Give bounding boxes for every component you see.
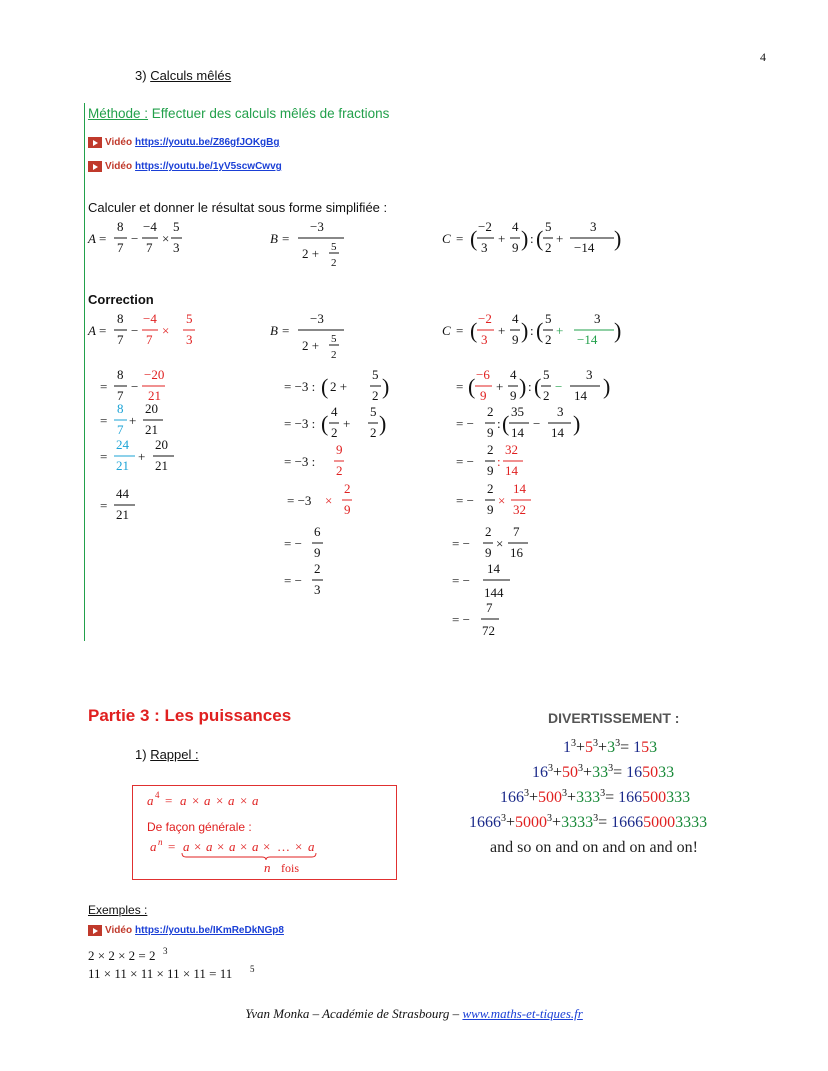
svg-text:+: + — [129, 413, 137, 428]
svg-text:a: a — [229, 839, 236, 854]
svg-text::: : — [530, 231, 534, 246]
svg-text:3: 3 — [481, 240, 488, 255]
svg-text:): ) — [379, 411, 387, 436]
svg-text:3: 3 — [557, 404, 564, 419]
svg-text:+: + — [498, 231, 506, 246]
svg-text:= −: = − — [452, 573, 470, 588]
svg-text:): ) — [521, 318, 529, 343]
svg-text:−3: −3 — [310, 219, 324, 234]
svg-text:= −: = − — [452, 536, 470, 551]
svg-text:×: × — [325, 493, 333, 508]
svg-text:): ) — [519, 374, 527, 399]
exemples-lines — [88, 946, 255, 981]
svg-text:−: − — [131, 231, 139, 246]
svg-text:9: 9 — [480, 388, 487, 403]
svg-text:=: = — [456, 379, 464, 394]
svg-text:=: = — [100, 379, 108, 394]
svg-text:20: 20 — [155, 437, 168, 452]
svg-text:−4: −4 — [143, 219, 157, 234]
divertissement-title: DIVERTISSEMENT : — [548, 710, 680, 726]
svg-text:8: 8 — [117, 219, 124, 234]
svg-text:32: 32 — [513, 502, 526, 517]
svg-text:=: = — [100, 498, 108, 513]
svg-text:4: 4 — [510, 367, 517, 382]
part3-title: Partie 3 : Les puissances — [88, 706, 292, 725]
svg-text:A: A — [88, 323, 96, 338]
svg-text:−20: −20 — [144, 367, 165, 382]
svg-text:=: = — [99, 231, 107, 246]
svg-text:2: 2 — [485, 524, 492, 539]
svg-text:5: 5 — [543, 367, 550, 382]
svg-text:(: ( — [536, 318, 544, 343]
rappel-heading: 1) Rappel : — [135, 747, 199, 762]
svg-text:(: ( — [321, 411, 329, 436]
svg-text:): ) — [614, 226, 622, 251]
svg-text:5: 5 — [545, 219, 552, 234]
video-url-2[interactable]: https://youtu.be/1yV5scwCwvg — [135, 161, 282, 172]
svg-text:×: × — [216, 793, 224, 808]
svg-text:9: 9 — [344, 502, 351, 517]
svg-text:(: ( — [468, 374, 476, 399]
svg-text:2: 2 — [372, 388, 379, 403]
svg-text:= −3 :: = −3 : — [284, 416, 316, 431]
svg-text:9: 9 — [487, 425, 494, 440]
svg-text:8: 8 — [117, 311, 124, 326]
svg-text:=: = — [99, 323, 107, 338]
svg-text:2: 2 — [543, 388, 550, 403]
svg-text:= −: = − — [456, 454, 474, 469]
svg-text:= −: = − — [284, 536, 302, 551]
svg-text::: : — [497, 454, 501, 469]
svg-text:= −: = − — [456, 493, 474, 508]
svg-text:11 × 11 × 11 × 11 × 11 = 11: 11 × 11 × 11 × 11 × 11 = 11 — [88, 966, 233, 981]
correction-b — [270, 311, 389, 597]
svg-text:7: 7 — [513, 524, 520, 539]
svg-text:9: 9 — [336, 442, 343, 457]
svg-text:×: × — [162, 323, 170, 338]
correction-c — [442, 311, 621, 638]
svg-text:B: B — [270, 231, 278, 246]
svg-text:= −3 :: = −3 : — [284, 454, 316, 469]
svg-text:a: a — [180, 793, 187, 808]
svg-text:2: 2 — [545, 240, 552, 255]
svg-text:+: + — [498, 323, 506, 338]
svg-text:21: 21 — [116, 458, 129, 473]
svg-text:(: ( — [536, 226, 544, 251]
svg-text:a: a — [252, 839, 259, 854]
svg-text:−14: −14 — [577, 332, 598, 347]
svg-text:+: + — [138, 449, 146, 464]
svg-text:+: + — [496, 379, 504, 394]
svg-text:=: = — [100, 449, 108, 464]
divertissement-lines — [469, 738, 707, 831]
svg-text:3: 3 — [594, 311, 601, 326]
svg-text:3: 3 — [481, 332, 488, 347]
svg-text:=: = — [456, 323, 464, 338]
svg-text:14: 14 — [513, 481, 526, 496]
svg-text:2 +: 2 + — [302, 246, 320, 261]
svg-text:5: 5 — [250, 964, 255, 974]
svg-text:21: 21 — [116, 507, 129, 522]
svg-text:14: 14 — [505, 463, 518, 478]
svg-text:7: 7 — [117, 332, 124, 347]
svg-text:−: − — [533, 416, 541, 431]
svg-text:6: 6 — [314, 524, 321, 539]
instruction-text: Calculer et donner le résultat sous forme simplifiée : — [88, 200, 388, 215]
correction-title: Correction — [88, 292, 154, 307]
svg-text:9: 9 — [512, 332, 519, 347]
svg-text:5: 5 — [545, 311, 552, 326]
svg-text:2: 2 — [545, 332, 552, 347]
svg-text:5: 5 — [173, 219, 180, 234]
svg-text:+: + — [556, 323, 564, 338]
svg-text:×: × — [498, 493, 506, 508]
svg-text:20: 20 — [145, 401, 158, 416]
svg-text:): ) — [614, 318, 622, 343]
svg-text:9: 9 — [485, 545, 492, 560]
svg-text:72: 72 — [482, 623, 495, 638]
n-fois-label: fois — [281, 861, 299, 875]
svg-text:×: × — [496, 536, 504, 551]
svg-text:9: 9 — [314, 545, 321, 560]
footer: Yvan Monka – Académie de Strasbourg – www.maths-et-tiques.fr — [245, 1006, 583, 1021]
svg-text:5: 5 — [372, 367, 379, 382]
svg-text:9: 9 — [512, 240, 519, 255]
svg-text:= −: = − — [452, 612, 470, 627]
svg-text:…: … — [277, 839, 290, 854]
svg-text:2 +: 2 + — [302, 338, 320, 353]
play-icon — [88, 925, 102, 936]
svg-text:+: + — [556, 231, 564, 246]
svg-text:9: 9 — [510, 388, 517, 403]
svg-text:C: C — [442, 323, 451, 338]
svg-text:3: 3 — [186, 332, 193, 347]
divertissement-closing: and so on and on and on and on! — [490, 839, 698, 856]
svg-text:a: a — [206, 839, 213, 854]
svg-text:2: 2 — [314, 561, 321, 576]
svg-text:×: × — [194, 839, 202, 854]
svg-text::: : — [497, 416, 501, 431]
svg-text:a: a — [150, 839, 157, 854]
svg-text:=: = — [282, 231, 290, 246]
svg-text:4: 4 — [512, 311, 519, 326]
svg-text:= −3: = −3 — [287, 493, 312, 508]
svg-text:2 +: 2 + — [330, 379, 348, 394]
svg-text:163+503+333= 165033: $16^3+50^3+33^3= 165033$ — [532, 763, 675, 781]
svg-text:−6: −6 — [476, 367, 490, 382]
svg-text:): ) — [573, 411, 581, 436]
svg-text:n: n — [264, 860, 271, 875]
svg-text:−14: −14 — [574, 240, 595, 255]
svg-text:4: 4 — [331, 404, 338, 419]
svg-text:=: = — [100, 413, 108, 428]
svg-text:): ) — [521, 226, 529, 251]
general-text: De façon générale : — [147, 820, 252, 834]
svg-text:−: − — [131, 379, 139, 394]
svg-text:7: 7 — [146, 332, 153, 347]
video-link-2: Vidéo https://youtu.be/1yV5scwCwvg — [88, 161, 282, 172]
svg-text:a: a — [204, 793, 211, 808]
svg-text:(: ( — [470, 226, 478, 251]
svg-text:−4: −4 — [143, 311, 157, 326]
svg-text:9: 9 — [487, 502, 494, 517]
svg-text:×: × — [263, 839, 271, 854]
svg-text:×: × — [240, 839, 248, 854]
svg-text:4: 4 — [512, 219, 519, 234]
svg-text::: : — [528, 379, 532, 394]
svg-text:3: 3 — [173, 240, 180, 255]
svg-text:21: 21 — [155, 458, 168, 473]
svg-text:×: × — [162, 231, 170, 246]
svg-text:a: a — [147, 793, 154, 808]
svg-text:−2: −2 — [478, 219, 492, 234]
svg-text:B: B — [270, 323, 278, 338]
svg-text:−: − — [555, 379, 563, 394]
svg-text:−: − — [131, 323, 139, 338]
svg-text:+: + — [343, 416, 351, 431]
svg-text:= −3 :: = −3 : — [284, 379, 316, 394]
svg-text:35: 35 — [511, 404, 524, 419]
svg-text:(: ( — [534, 374, 542, 399]
svg-text:=: = — [168, 839, 176, 854]
expr-c-statement — [442, 219, 621, 255]
svg-text:4: 4 — [155, 790, 160, 800]
svg-text:32: 32 — [505, 442, 518, 457]
svg-text:=: = — [282, 323, 290, 338]
svg-text:8: 8 — [117, 367, 124, 382]
svg-text:7: 7 — [117, 388, 124, 403]
svg-text:2: 2 — [336, 463, 343, 478]
svg-text:2: 2 — [370, 425, 377, 440]
svg-text:24: 24 — [116, 437, 129, 452]
svg-text:13+53+33= 153: $1^3+5^3+3^3= 153$ — [563, 738, 658, 756]
svg-text:16663+50003+33333= 16665000333: $1666^3+5000^3+3333^3= 166650003333$ — [469, 813, 708, 831]
exemples-video-link: Vidéo https://youtu.be/IKmReDkNGp8 — [88, 925, 284, 936]
svg-text:2 × 2 × 2 = 2: 2 × 2 × 2 = 2 — [88, 948, 156, 963]
exemples-title: Exemples : — [88, 903, 148, 917]
svg-text:7: 7 — [146, 240, 153, 255]
svg-text:7: 7 — [117, 240, 124, 255]
svg-text:): ) — [382, 374, 390, 399]
svg-text:1663+5003+3333= 166500333: $166^3+500^3+333^3= 166500333$ — [500, 788, 691, 806]
svg-text:2: 2 — [331, 257, 337, 269]
method-heading: Méthode : Effectuer des calculs mêlés de fractions — [88, 106, 390, 121]
svg-text:−2: −2 — [478, 311, 492, 326]
svg-text:=: = — [165, 793, 173, 808]
section-title: Calculs mêlés — [150, 68, 232, 83]
expr-a-statement — [87, 219, 182, 255]
svg-text:5: 5 — [370, 404, 377, 419]
svg-text:5: 5 — [331, 241, 337, 253]
svg-text:(: ( — [502, 411, 510, 436]
svg-text:): ) — [603, 374, 611, 399]
svg-text:21: 21 — [148, 388, 161, 403]
svg-text:C: C — [442, 231, 451, 246]
svg-text:2: 2 — [487, 481, 494, 496]
svg-text:8: 8 — [117, 401, 124, 416]
svg-text:A: A — [88, 231, 96, 246]
svg-text:2: 2 — [331, 349, 337, 361]
svg-text:7: 7 — [486, 600, 493, 615]
expr-b-statement — [270, 219, 344, 269]
exemples-video-url[interactable]: https://youtu.be/IKmReDkNGp8 — [135, 925, 284, 936]
svg-text:2: 2 — [487, 442, 494, 457]
video-link-1: Vidéo https://youtu.be/Z86gfJOKgBg — [88, 137, 280, 148]
svg-text:a: a — [228, 793, 235, 808]
svg-text:144: 144 — [484, 585, 504, 600]
svg-text:−3: −3 — [310, 311, 324, 326]
correction-a — [87, 311, 195, 522]
svg-text:5: 5 — [331, 333, 337, 345]
svg-text:3: 3 — [590, 219, 597, 234]
svg-text:5: 5 — [186, 311, 193, 326]
svg-text:3: 3 — [586, 367, 593, 382]
svg-text:×: × — [240, 793, 248, 808]
video-url-1[interactable]: https://youtu.be/Z86gfJOKgBg — [135, 137, 280, 148]
svg-text:(: ( — [470, 318, 478, 343]
svg-text:=: = — [456, 231, 464, 246]
svg-text:×: × — [217, 839, 225, 854]
svg-text:(: ( — [321, 374, 329, 399]
section-heading: 3) Calculs mêlés — [135, 68, 232, 83]
svg-text:2: 2 — [487, 404, 494, 419]
page-number: 4 — [760, 50, 766, 64]
svg-text:14: 14 — [487, 561, 500, 576]
svg-text:3: 3 — [163, 946, 168, 956]
svg-text:2: 2 — [331, 425, 338, 440]
svg-text:14: 14 — [574, 388, 587, 403]
svg-text:16: 16 — [510, 545, 523, 560]
svg-text:21: 21 — [145, 422, 158, 437]
svg-text:9: 9 — [487, 463, 494, 478]
svg-text:44: 44 — [116, 486, 129, 501]
svg-text:= −: = − — [456, 416, 474, 431]
svg-text:= −: = − — [284, 573, 302, 588]
svg-text:n: n — [158, 837, 163, 847]
svg-text:a: a — [308, 839, 315, 854]
svg-text:7: 7 — [117, 422, 124, 437]
svg-text:a: a — [183, 839, 190, 854]
svg-text:×: × — [192, 793, 200, 808]
svg-text:×: × — [295, 839, 303, 854]
svg-text:2: 2 — [344, 481, 351, 496]
svg-text::: : — [530, 323, 534, 338]
svg-text:3: 3 — [314, 582, 321, 597]
footer-link[interactable]: www.maths-et-tiques.fr — [462, 1006, 583, 1021]
svg-text:14: 14 — [511, 425, 524, 440]
svg-text:a: a — [252, 793, 259, 808]
svg-text:14: 14 — [551, 425, 564, 440]
